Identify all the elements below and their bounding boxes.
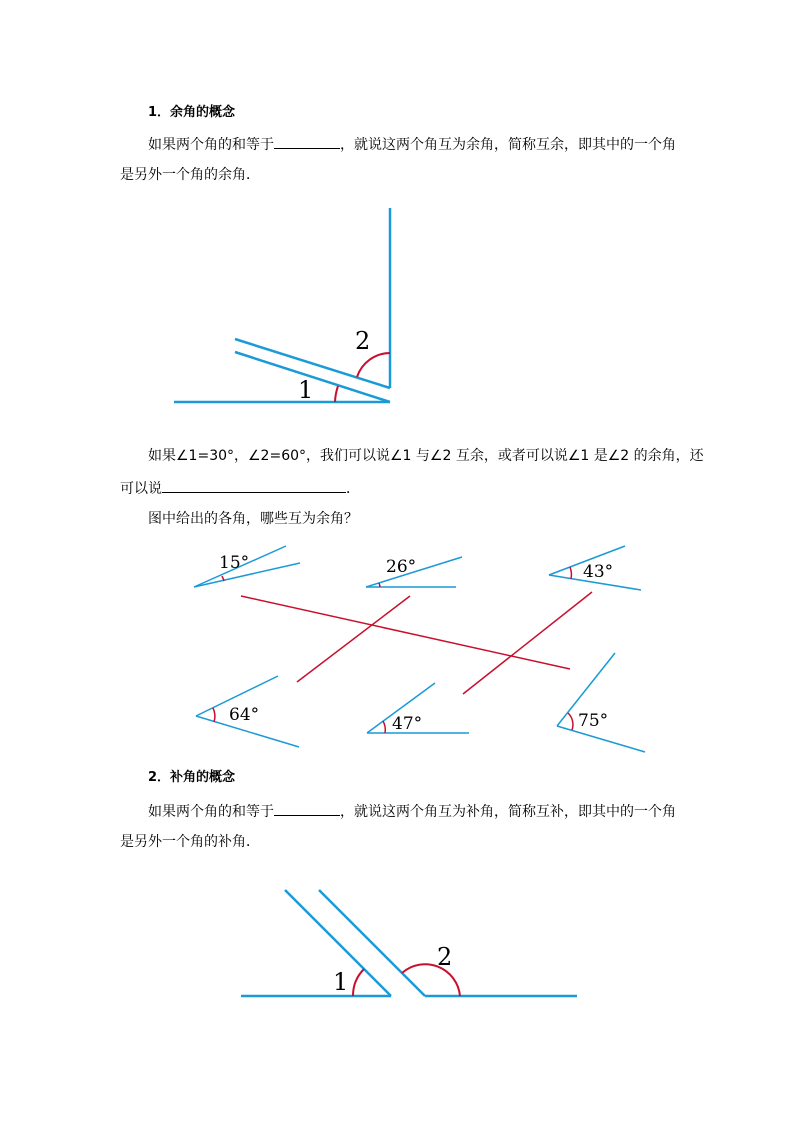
section1-example-suffix: ． <box>346 481 360 497</box>
match-line-15-75 <box>241 596 570 669</box>
section1-example-prefix: 可以说 <box>120 481 162 497</box>
angle-75 <box>557 653 645 752</box>
supplementary-angles-figure <box>241 890 577 996</box>
section2-definition-line2: 是另外一个角的补角． <box>120 834 260 850</box>
fig2-label-1: 1 <box>333 968 349 996</box>
complementary-angles-figure <box>174 208 390 402</box>
angle-label-43: 43° <box>583 562 614 582</box>
fig2-label-2: 2 <box>437 943 453 971</box>
angle-label-75: 75° <box>578 711 609 731</box>
angle-label-15: 15° <box>219 553 250 573</box>
section2-def-part1: 如果两个角的和等于 <box>148 804 274 820</box>
section1-definition-line2: 是另外一个角的余角． <box>120 167 260 183</box>
match-line-43-47 <box>463 592 592 694</box>
section1-example-line1: 如果∠1=30°，∠2=60°，我们可以说∠1 与∠2 互余，或者可以说∠1 是∠2 的余角，还 <box>148 448 704 464</box>
section1-heading: 1．余角的概念 <box>148 105 236 120</box>
fig1-label-1: 1 <box>298 376 314 404</box>
section1-question: 图中给出的各角，哪些互为余角？ <box>148 511 358 527</box>
section1-def-part2: ，就说这两个角互为余角，简称互余，即其中的一个角 <box>340 137 676 153</box>
section2-def-part2: ，就说这两个角互为补角，简称互补，即其中的一个角 <box>340 804 676 820</box>
angle-label-47: 47° <box>392 714 423 734</box>
section1-def-part1: 如果两个角的和等于 <box>148 137 274 153</box>
fig1-arc-angle1 <box>335 386 338 402</box>
fig2-arc-angle1 <box>353 969 364 996</box>
fig1-arc-angle2 <box>357 353 390 377</box>
fig1-label-2: 2 <box>355 327 371 355</box>
match-line-26-64 <box>297 596 410 682</box>
angle-label-64: 64° <box>229 705 260 725</box>
section2-heading: 2．补角的概念 <box>148 770 236 785</box>
angle-label-26: 26° <box>386 557 417 577</box>
